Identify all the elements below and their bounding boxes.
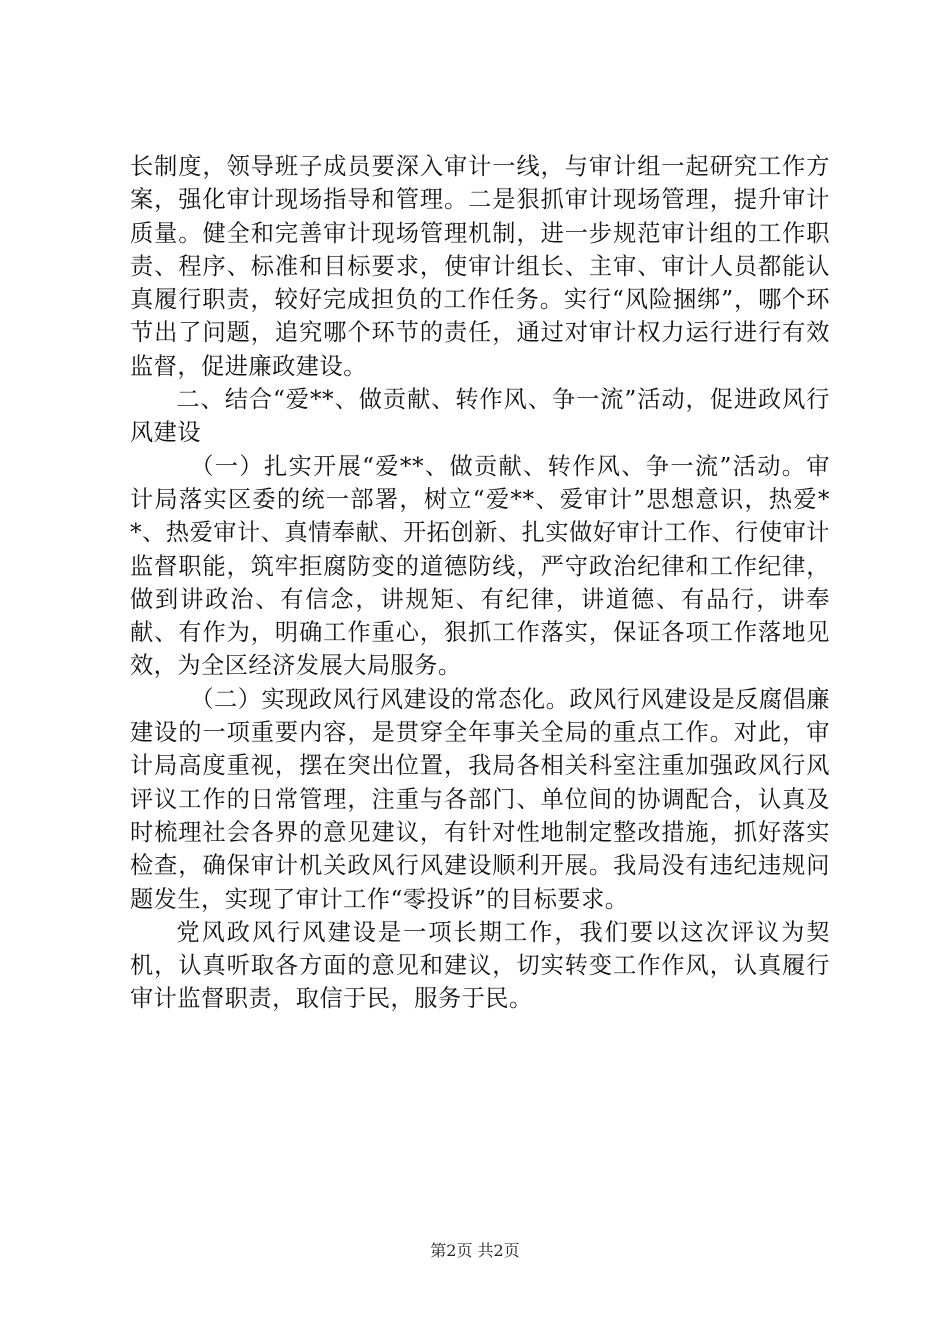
page-number-footer: 第2页 共2页 <box>430 1241 520 1260</box>
paragraph-normalization: （二）实现政风行风建设的常态化。政风行风建设是反腐倡廉建设的一项重要内容，是贯穿全年事关全局的重点工作。对此，审计局高度重视，摆在突出位置，我局各相关科室注重加强政风行风评议工作的日常管理，注重与各部门、单位间的协调配合，认真及时梳理社会各界的意见建议，有针对性地制定整改措施，抓好落实检查，确保审计机关政风行风建设顺利开展。我局没有违纪违规问题发生，实现了审计工作“零投诉”的目标要求。 <box>130 685 830 913</box>
section-heading-two: 二、结合“爱**、做贡献、转作风、争一流”活动，促进政风行风建设 <box>130 386 830 447</box>
document-body <box>130 150 830 1016</box>
paragraph-conclusion: 党风政风行风建设是一项长期工作，我们要以这次评议为契机，认真听取各方面的意见和建议，切实转变工作作风，认真履行审计监督职责，取信于民，服务于民。 <box>130 918 830 1013</box>
paragraph-activity: （一）扎实开展“爱**、做贡献、转作风、争一流”活动。审计局落实区委的统一部署，树立“爱**、爱审计”思想意识，热爱**、热爱审计、真情奉献、开拓创新、扎实做好审计工作、行使审计监督职能，筑牢拒腐防变的道德防线，严守政治纪律和工作纪律，做到讲政治、有信念，讲规矩、有纪律，讲道德、有品行，讲奉献、有作为，明确工作重心，狠抓工作落实，保证各项工作落地见效，为全区经济发展大局服务。 <box>130 452 830 680</box>
paragraph-audit-site-management: 长制度，领导班子成员要深入审计一线，与审计组一起研究工作方案，强化审计现场指导和管理。二是狠抓审计现场管理，提升审计质量。健全和完善审计现场管理机制，进一步规范审计组的工作职责、程序、标准和目标要求，使审计组长、主审、审计人员都能认真履行职责，较好完成担负的工作任务。实行“风险捆绑”，哪个环节出了问题，追究哪个环节的责任，通过对审计权力运行进行有效监督，促进廉政建设。 <box>130 153 830 380</box>
